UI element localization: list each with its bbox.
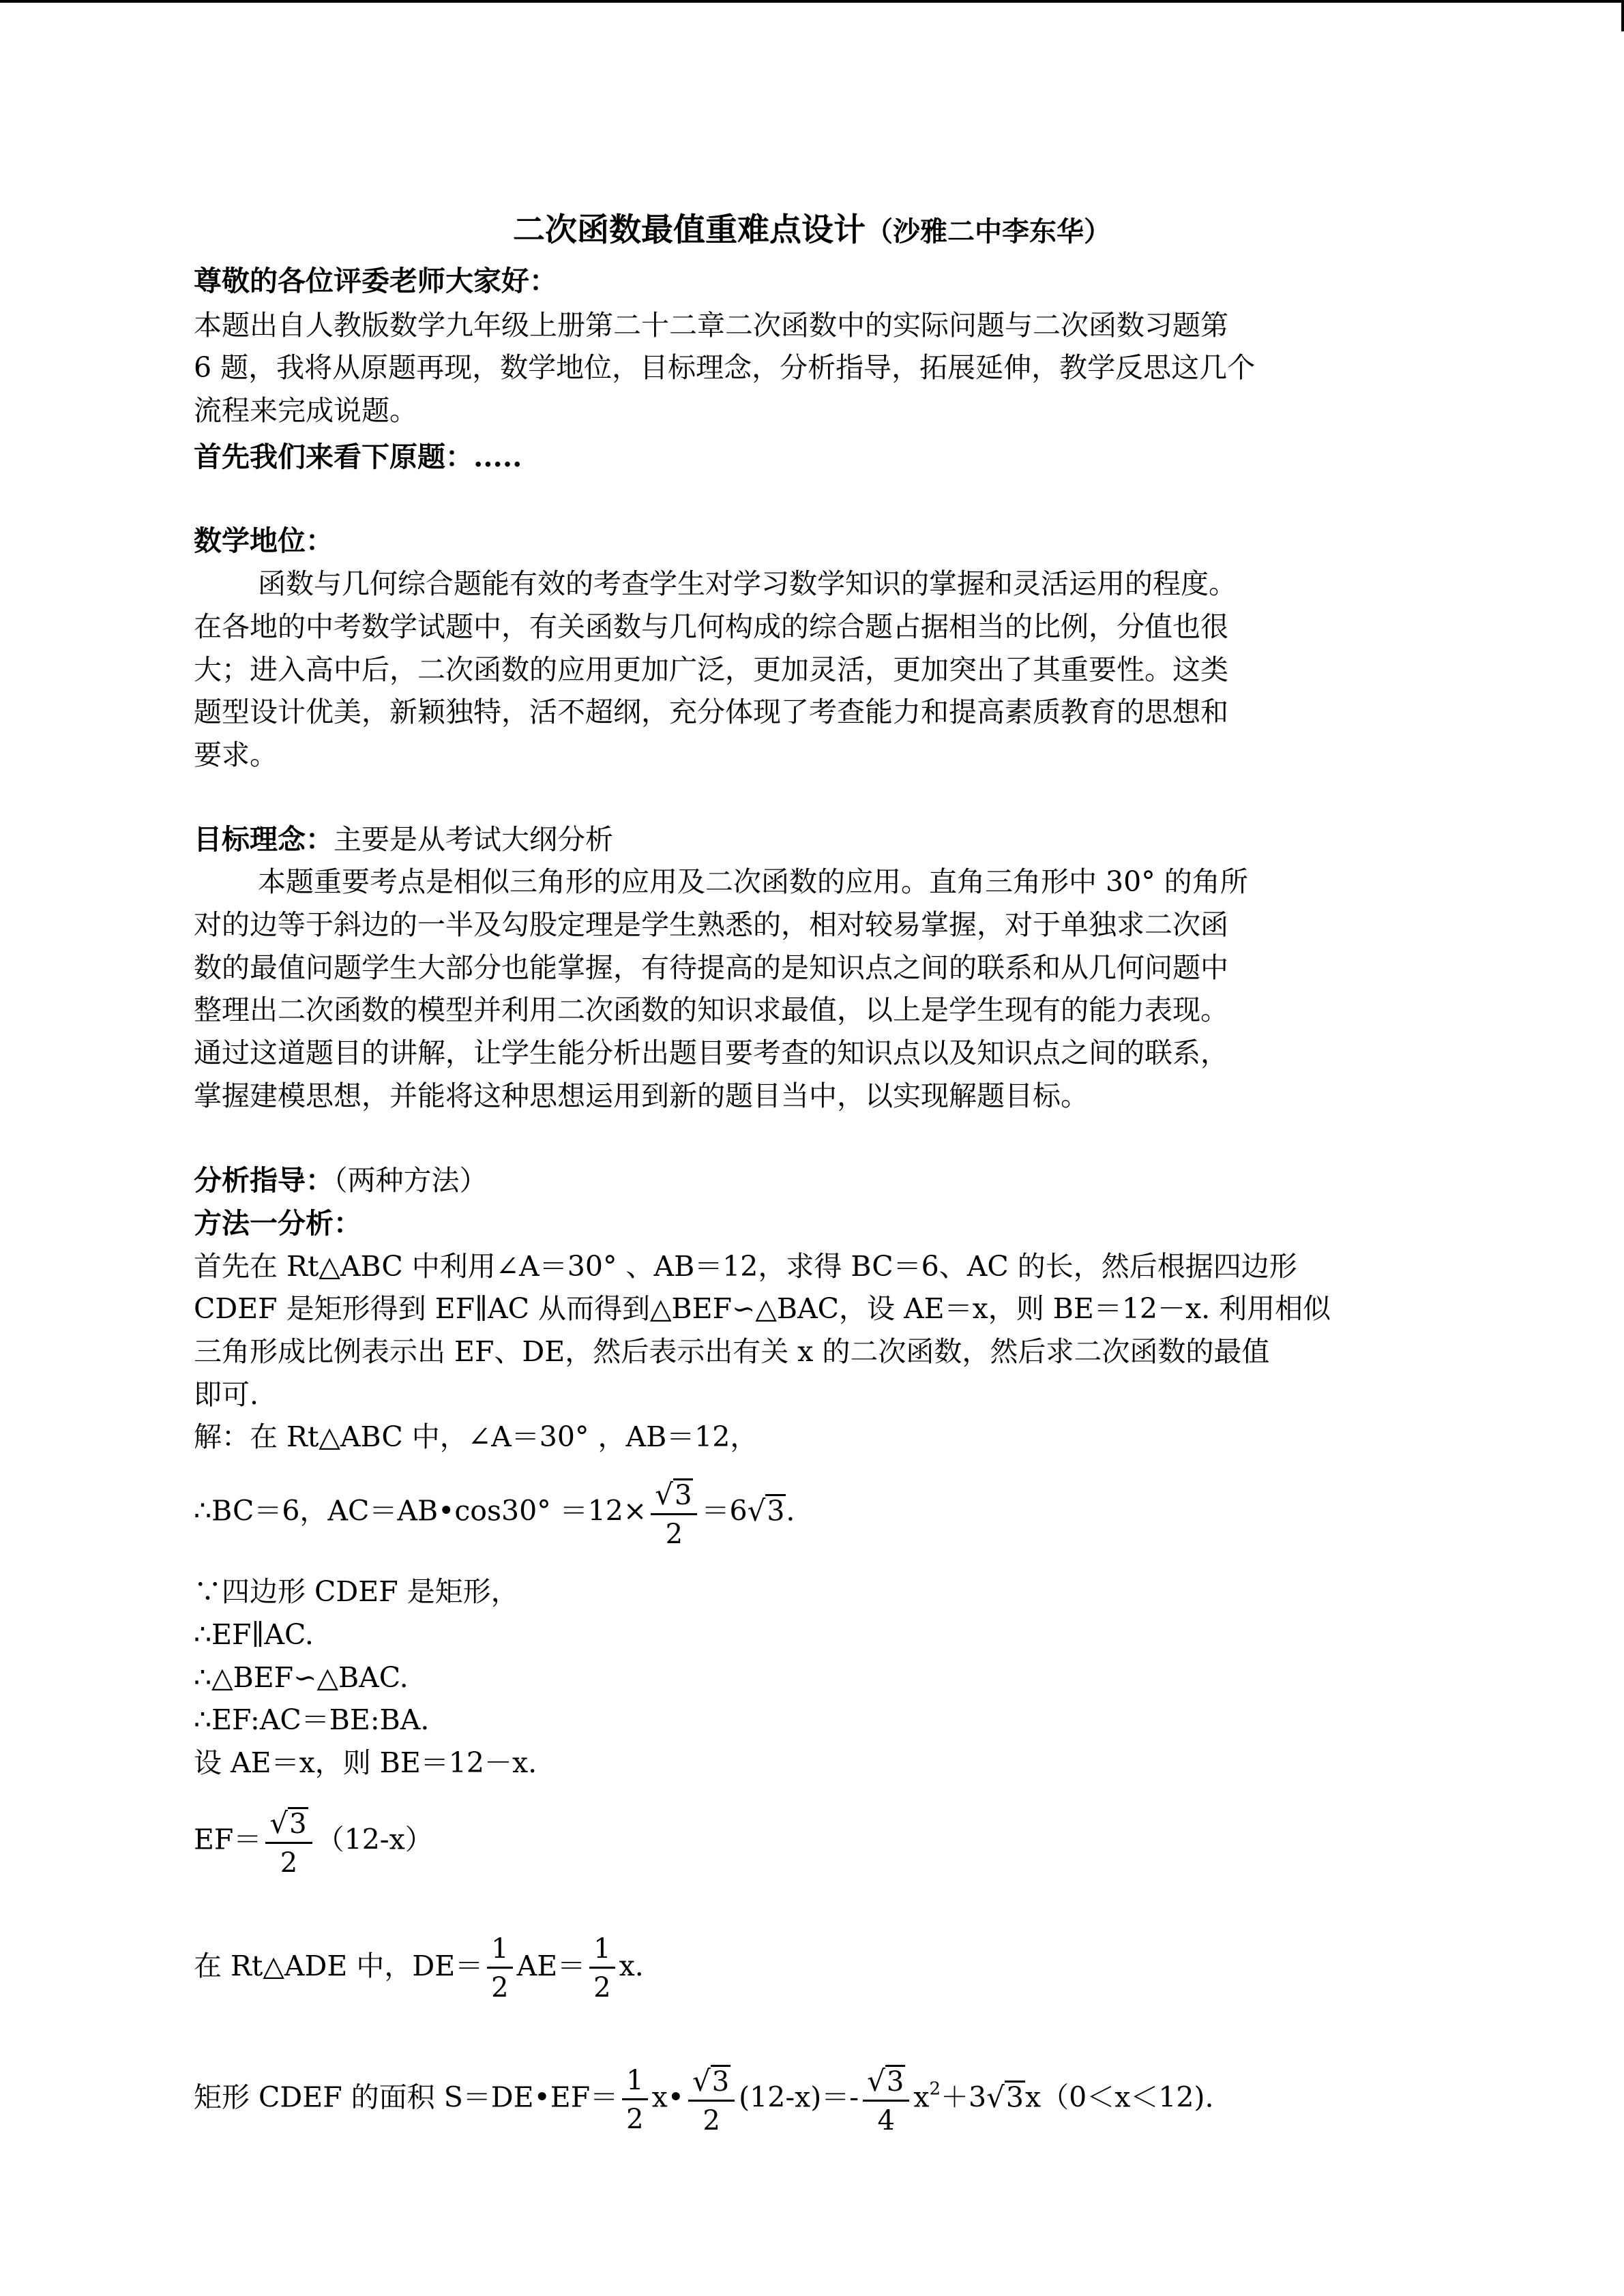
paragraph-line: 函数与几何综合题能有效的考查学生对学习数学知识的掌握和灵活运用的程度。 [258, 567, 1237, 600]
solution-text: ∴BC＝6，AC＝AB•cos30° ＝12× [194, 1494, 647, 1527]
sqrt-symbol: √ 3 [747, 1493, 785, 1527]
paragraph-line: 整理出二次函数的模型并利用二次函数的知识求最值，以上是学生现有的能力表现。 [194, 994, 1228, 1026]
exponent: 2 [929, 2078, 941, 2100]
paragraph-line: CDEF 是矩形得到 EF∥AC 从而得到△BEF∽△BAC，设 AE＝x，则 BE＝12－x. 利用相似 [194, 1292, 1331, 1325]
solution-text: AE＝ [516, 1950, 586, 1982]
fraction: √ 3 2 [265, 1807, 312, 1877]
intro-line: 本题出自人教版数学九年级上册第二十二章二次函数中的实际问题与二次函数习题第 [194, 309, 1228, 342]
fraction: $\frac{1}{2}$ [487, 1935, 512, 2001]
paragraph-line: 通过这道题目的讲解，让学生能分析出题目要考查的知识点以及知识点之间的联系， [194, 1037, 1228, 1069]
goals-heading-rest: 主要是从考试大纲分析 [334, 823, 613, 856]
paragraph-line: 大；进入高中后，二次函数的应用更加广泛，更加灵活，更加突出了其重要性。这类 [194, 653, 1228, 686]
solution-text: x（0＜x＜12). [1025, 2081, 1214, 2114]
sqrt-symbol: √ 3 [867, 2064, 904, 2098]
paragraph-line: 首先在 Rt△ABC 中利用∠A＝30° 、AB＝12，求得 BC＝6、AC 的长，然后根据四边形 [194, 1250, 1297, 1283]
sqrt-symbol: √ 3 [269, 1806, 307, 1840]
solution-line-ef [194, 1807, 433, 1877]
goals-heading [194, 823, 613, 856]
solution-line: ∴EF:AC＝BE:BA. [194, 1703, 430, 1736]
method1-heading: 方法一分析： [194, 1207, 361, 1240]
math-status-heading: 数学地位： [194, 524, 334, 557]
solution-line: ∴△BEF∽△BAC. [194, 1661, 409, 1694]
sqrt-symbol: √ 3 [692, 2064, 730, 2098]
paragraph-line: 本题重要考点是相似三角形的应用及二次函数的应用。直角三角形中 30° 的角所 [258, 865, 1248, 898]
solution-text: ＋3 [941, 2081, 987, 2114]
solution-line-area [194, 2065, 1214, 2134]
title-main: 二次函数最值重难点设计 [513, 211, 866, 249]
top-border [0, 0, 1624, 3]
sqrt-symbol: √ 3 [986, 2080, 1024, 2114]
solution-line: 解：在 Rt△ABC 中，∠A＝30° ，AB＝12， [194, 1420, 758, 1453]
fraction: √ 3 4 [863, 2065, 909, 2134]
fraction: $\frac{1}{2}$ [622, 2067, 647, 2133]
analysis-heading-rest: （两种方法） [334, 1164, 488, 1197]
solution-line-de [194, 1935, 644, 2001]
paragraph-line: 即可. [194, 1378, 259, 1411]
solution-text: 矩形 CDEF 的面积 S＝DE•EF＝ [194, 2081, 619, 2114]
paragraph-line: 要求。 [194, 739, 278, 771]
original-heading: 首先我们来看下原题：..... [194, 441, 522, 473]
solution-line: 设 AE＝x，则 BE＝12－x. [194, 1746, 537, 1779]
fraction: √ 3 2 [651, 1478, 697, 1548]
page-title [0, 205, 1624, 250]
solution-text: x [913, 2081, 930, 2114]
solution-text: EF＝ [194, 1823, 262, 1856]
right-border-mark [1621, 0, 1624, 31]
goals-heading-label: 目标理念： [194, 823, 334, 856]
intro-line: 6 题，我将从原题再现，数学地位，目标理念，分析指导，拓展延伸，教学反思这几个 [194, 351, 1256, 384]
solution-text: ＝6 [701, 1494, 748, 1527]
fraction: √ 3 2 [688, 2065, 735, 2134]
solution-line-bc-ac: ∴BC＝6，AC＝AB•cos30° ＝12× √ 3 2 ＝6 √ 3 . [194, 1478, 795, 1550]
intro-line: 流程来完成说题。 [194, 394, 417, 427]
paragraph-line: 在各地的中考数学试题中，有关函数与几何构成的综合题占据相当的比例，分值也很 [194, 610, 1228, 643]
solution-line: ∴EF∥AC. [194, 1618, 314, 1651]
solution-text: x• [651, 2081, 684, 2114]
paragraph-line: 对的边等于斜边的一半及勾股定理是学生熟悉的，相对较易掌握，对于单独求二次函 [194, 908, 1228, 941]
paragraph-line: 题型设计优美，新颖独特，活不超纲，充分体现了考查能力和提高素质教育的思想和 [194, 696, 1228, 728]
solution-line: ∵四边形 CDEF 是矩形， [194, 1575, 519, 1608]
solution-text: （12-x） [316, 1823, 433, 1856]
paragraph-line: 掌握建模思想，并能将这种思想运用到新的题目当中，以实现解题目标。 [194, 1079, 1089, 1112]
paragraph-line: 数的最值问题学生大部分也能掌握，有待提高的是知识点之间的联系和从几何问题中 [194, 951, 1228, 984]
solution-text: 在 Rt△ADE 中，DE＝ [194, 1950, 484, 1982]
paragraph-line: 三角形成比例表示出 EF、DE，然后表示出有关 x 的二次函数，然后求二次函数的最值 [194, 1335, 1270, 1368]
greeting: 尊敬的各位评委老师大家好： [194, 265, 557, 297]
title-author: （沙雅二中李东华） [866, 215, 1111, 248]
analysis-heading [194, 1164, 488, 1197]
analysis-heading-label: 分析指导： [194, 1164, 334, 1197]
sqrt-symbol: √ 3 [655, 1478, 692, 1511]
solution-text: x. [619, 1950, 644, 1982]
fraction: $\frac{1}{2}$ [589, 1935, 615, 2001]
solution-text: (12-x)＝- [739, 2081, 859, 2114]
